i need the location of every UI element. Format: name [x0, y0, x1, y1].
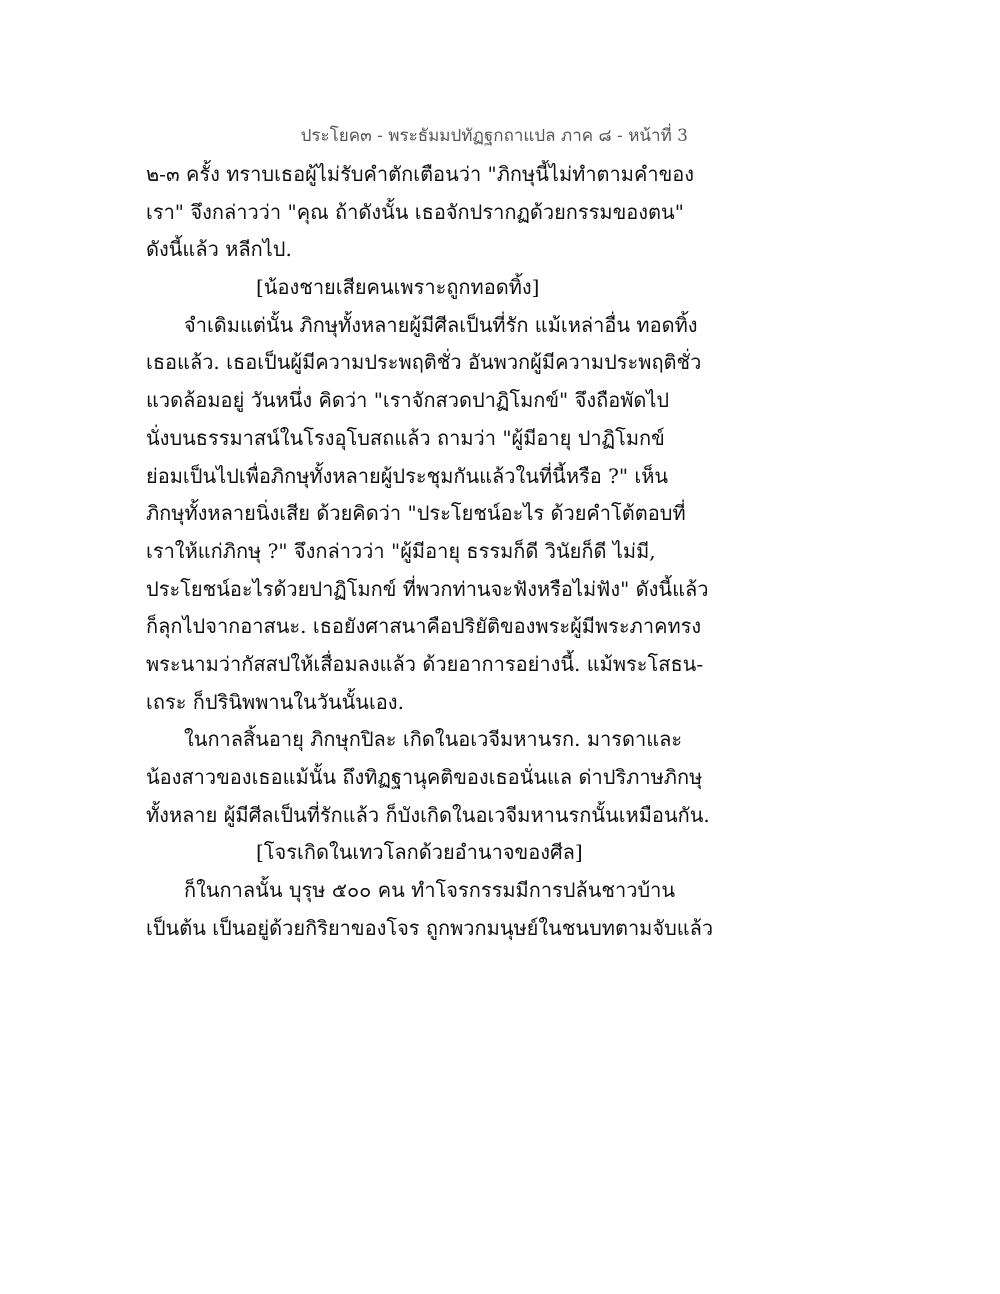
text-line: ทั้งหลาย ผู้มีศีลเป็นที่รักแล้ว ก็บังเกิดในอเวจีมหานรกนั้นเหมือนกัน. — [146, 802, 710, 827]
text-line: ย่อมเป็นไปเพื่อภิกษุทั้งหลายผู้ประชุมกันแล้วในที่นี้หรือ ?" เห็น — [146, 463, 669, 488]
section-heading: [น้องชายเสียคนเพราะถูกทอดทิ้ง] — [256, 275, 540, 300]
text-line: เถระ ก็ปรินิพพานในวันนั้นเอง. — [146, 689, 404, 714]
text-line: ก็ในกาลนั้น บุรุษ ๕๐๐ คน ทำโจรกรรมมีการปล้นชาวบ้าน — [184, 878, 676, 903]
text-line: ดังนี้แล้ว หลีกไป. — [146, 237, 292, 262]
text-line: นั่งบนธรรมาสน์ในโรงอุโบสถแล้ว ถามว่า "ผู้มีอายุ ปาฏิโมกข์ — [146, 425, 665, 450]
text-line: พระนามว่ากัสสปให้เสื่อมลงแล้ว ด้วยอาการอย่างนี้. แม้พระโสธน- — [146, 651, 704, 676]
text-line: ภิกษุทั้งหลายนิ่งเสีย ด้วยคิดว่า "ประโยชน์อะไร ด้วยคำโต้ตอบที่ — [146, 501, 686, 526]
text-line: ในกาลสิ้นอายุ ภิกษุกปิละ เกิดในอเวจีมหานรก. มารดาและ — [184, 727, 683, 752]
section-heading: [โจรเกิดในเทวโลกด้วยอำนาจของศีล] — [256, 840, 583, 865]
body-text — [146, 156, 714, 947]
text-line: จำเดิมแต่นั้น ภิกษุทั้งหลายผู้มีศีลเป็นที่รัก แม้เหล่าอื่น ทอดทิ้ง — [184, 312, 698, 337]
text-line: เรา" จึงกล่าวว่า "คุณ ถ้าดังนั้น เธอจักปรากฏด้วยกรรมของตน" — [146, 199, 684, 224]
text-line: น้องสาวของเธอแม้นั้น ถึงทิฏฐานุคติของเธอนั่นแล ด่าปริภาษภิกษุ — [146, 765, 703, 789]
text-line: ก็ลุกไปจากอาสนะ. เธอยังศาสนาคือปริยัติของพระผู้มีพระภาคทรง — [146, 614, 702, 639]
text-line: เป็นต้น เป็นอยู่ด้วยกิริยาของโจร ถูกพวกมนุษย์ในชนบทตามจับแล้ว — [146, 915, 714, 940]
text-line: แวดล้อมอยู่ วันหนึ่ง คิดว่า "เราจักสวดปาฏิโมกข์" จึงถือพัดไป — [146, 388, 670, 413]
text-line: เราให้แก่ภิกษุ ?" จึงกล่าวว่า "ผู้มีอายุ ธรรมก็ดี วินัยก็ดี ไม่มี, — [146, 538, 656, 563]
text-line: ๒-๓ ครั้ง ทราบเธอผู้ไม่รับคำตักเตือนว่า "ภิกษุนี้ไม่ทำตามคำของ — [146, 162, 695, 186]
running-header: ประโยค๓ - พระธัมมปทัฏฐกถาแปล ภาค ๘ - หน้าที่ 3 — [300, 126, 688, 146]
text-line: ประโยชน์อะไรด้วยปาฏิโมกข์ ที่พวกท่านจะฟังหรือไม่ฟัง" ดังนี้แล้ว — [146, 576, 709, 601]
text-line: เธอแล้ว. เธอเป็นผู้มีความประพฤติชั่ว อันพวกผู้มีความประพฤติชั่ว — [146, 350, 702, 375]
